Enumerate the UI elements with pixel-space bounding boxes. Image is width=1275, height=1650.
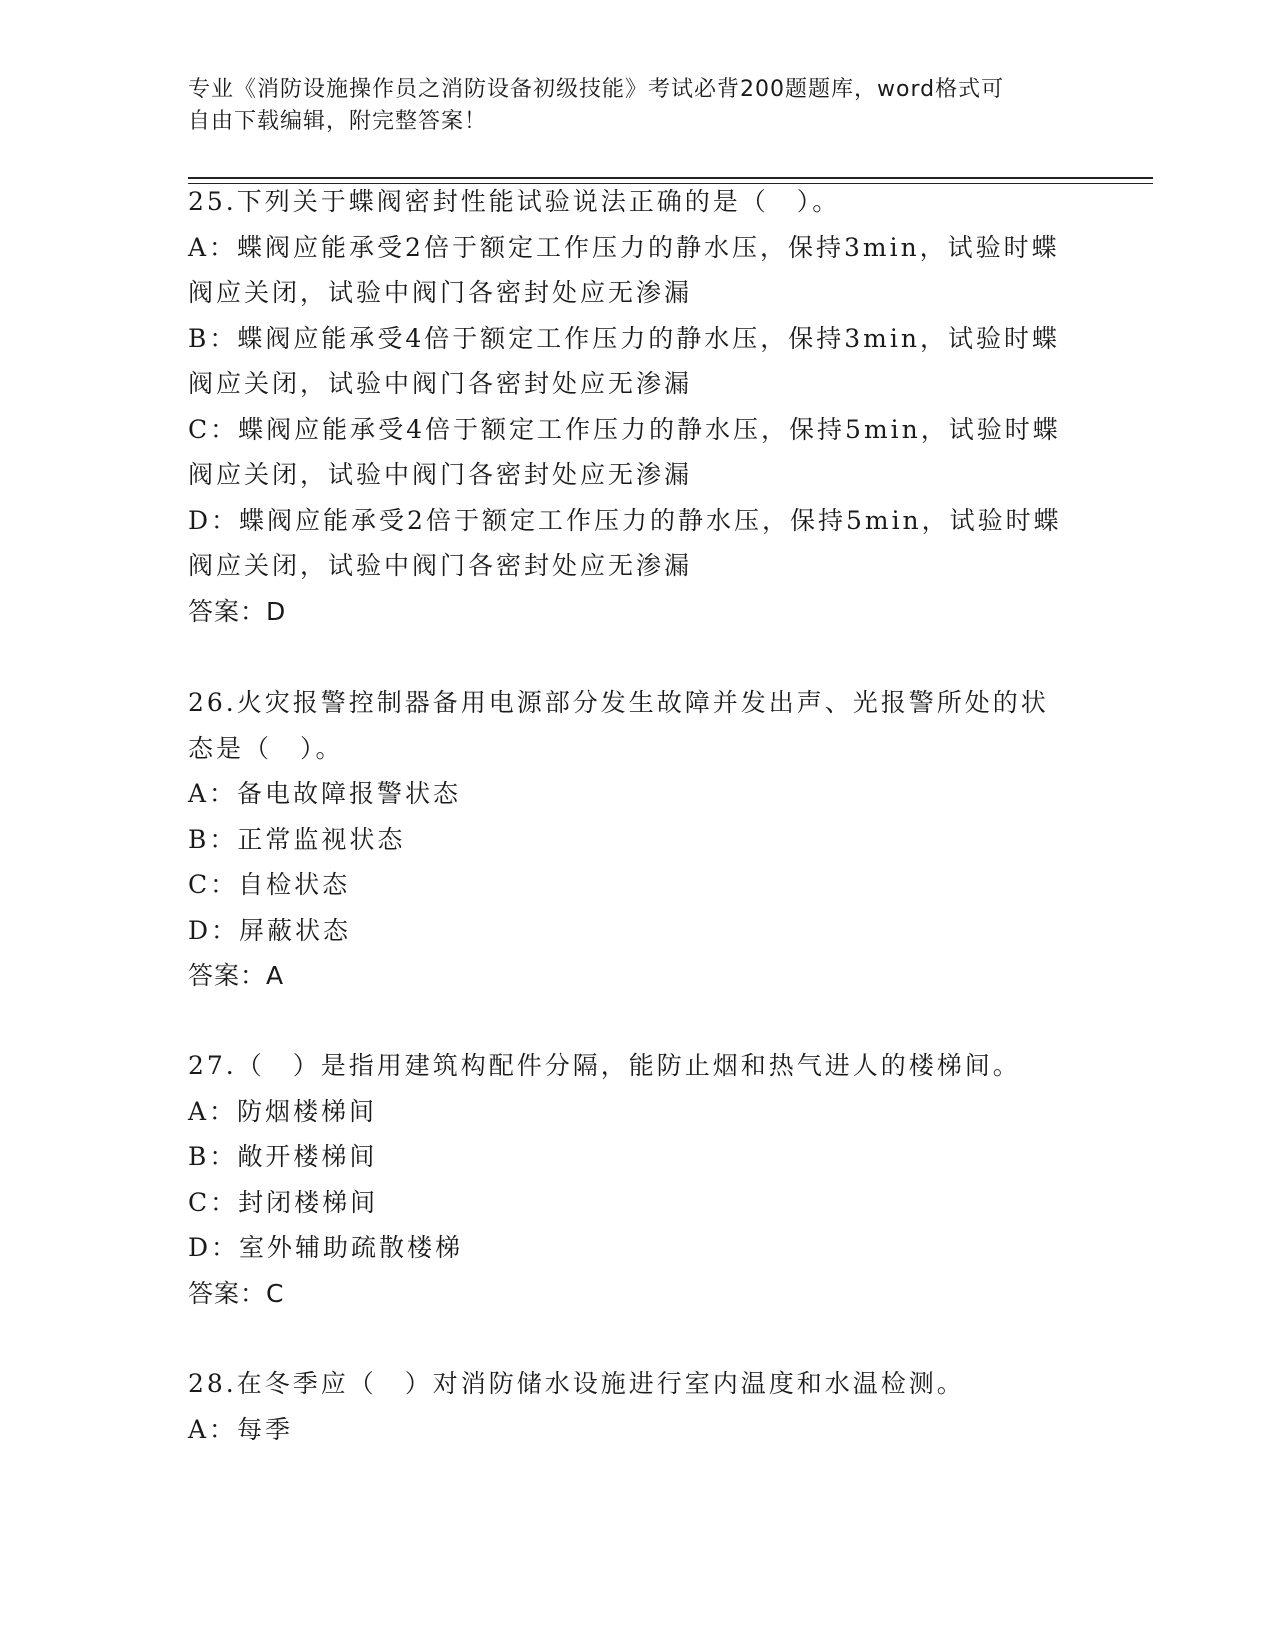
answer: 答案：C (188, 1278, 285, 1308)
option-b-continued: 阀应关闭，试验中阀门各密封处应无渗漏 (188, 369, 693, 398)
option-c: C：封闭楼梯间 (188, 1187, 379, 1217)
option-a: A：每季 (188, 1414, 294, 1444)
header-title-line-1: 专业《消防设施操作员之消防设备初级技能》考试必背200题题库，word格式可 (188, 77, 1005, 102)
question-stem: 27.（ ）是指用建筑构配件分隔，能防止烟和热气进人的楼梯间。 (188, 1051, 1021, 1080)
answer: 答案：D (188, 596, 287, 626)
option-d: D：室外辅助疏散楼梯 (188, 1233, 464, 1262)
question-25 (188, 179, 1108, 634)
option-d: D：屏蔽状态 (188, 915, 352, 945)
option-a: A：蝶阀应能承受2倍于额定工作压力的静水压，保持3min，试验时蝶 (188, 232, 1060, 262)
header-title-line-2: 自由下载编辑，附完整答案！ (188, 109, 488, 134)
document-header (188, 74, 1068, 138)
option-b: B：正常监视状态 (188, 824, 406, 854)
option-c: C：自检状态 (188, 870, 351, 899)
option-a: A：备电故障报警状态 (188, 779, 462, 808)
option-b: B：敞开楼梯间 (188, 1142, 378, 1171)
option-d: D：蝶阀应能承受2倍于额定工作压力的静水压，保持5min，试验时蝶 (188, 505, 1062, 535)
question-26 (188, 680, 1108, 999)
option-a: A：防烟楼梯间 (188, 1096, 378, 1126)
answer: 答案：A (188, 961, 285, 990)
option-c-continued: 阀应关闭，试验中阀门各密封处应无渗漏 (188, 460, 693, 489)
question-27 (188, 1043, 1108, 1316)
question-stem: 28.在冬季应（ ）对消防储水设施进行室内温度和水温检测。 (188, 1369, 965, 1398)
question-stem: 26.火灾报警控制器备用电源部分发生故障并发出声、光报警所处的状 (188, 688, 1049, 717)
option-a-continued: 阀应关闭，试验中阀门各密封处应无渗漏 (188, 278, 693, 307)
question-stem: 25.下列关于蝶阀密封性能试验说法正确的是（ ）。 (188, 187, 841, 216)
option-c: C：蝶阀应能承受4倍于额定工作压力的静水压，保持5min，试验时蝶 (188, 414, 1061, 444)
question-28 (188, 1361, 1108, 1452)
option-d-continued: 阀应关闭，试验中阀门各密封处应无渗漏 (188, 551, 693, 580)
question-stem-continued: 态是（ ）。 (188, 733, 344, 763)
option-b: B：蝶阀应能承受4倍于额定工作压力的静水压，保持3min，试验时蝶 (188, 323, 1060, 353)
